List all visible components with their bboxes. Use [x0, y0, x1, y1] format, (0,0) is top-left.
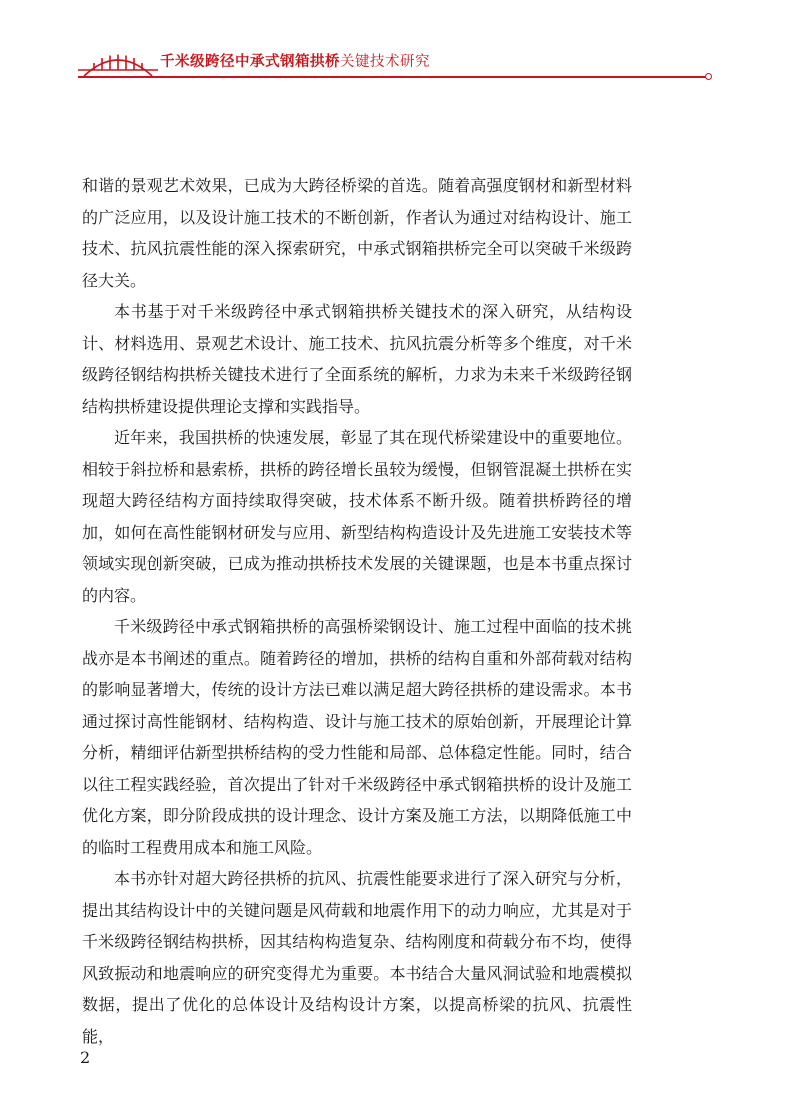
page-number: 2	[80, 1048, 91, 1067]
header-title-bold: 千米级跨径中承式钢箱拱桥	[160, 54, 340, 70]
header-title	[160, 50, 430, 71]
arch-bridge-icon	[78, 48, 158, 78]
paragraph: 本书亦针对超大跨径拱桥的抗风、抗震性能要求进行了深入研究与分析，提出其结构设计中的关键问题是风荷载和地震作用下的动力响应，尤其是对于千米级跨径钢结构拱桥，因其结构构造复杂、结构刚度和荷载分布不均，使得风致振动和地震响应的研究变得尤为重要。本书结合大量风洞试验和地震模拟数据，提出了优化的总体设计及结构设计方案，以提高桥梁的抗风、抗震性能，	[82, 869, 632, 1046]
paragraph: 本书基于对千米级跨径中承式钢箱拱桥关键技术的深入研究，从结构设计、材料选用、景观艺术设计、施工技术、抗风抗震分析等多个维度，对千米级跨径钢结构拱桥关键技术进行了全面系统的解析，力求为未来千米级跨径钢结构拱桥建设提供理论支撑和实践指导。	[82, 302, 632, 416]
paragraph: 近年来，我国拱桥的快速发展，彰显了其在现代桥梁建设中的重要地位。相较于斜拉桥和悬索桥，拱桥的跨径增长虽较为缓慢，但钢管混凝土拱桥在实现超大跨径结构方面持续取得突破，技术体系不断升级。随着拱桥跨径的增加，如何在高性能钢材研发与应用、新型结构构造设计及先进施工安装技术等领域实现创新突破，已成为推动拱桥技术发展的关键课题，也是本书重点探讨的内容。	[82, 428, 632, 605]
header-title-rest: 关键技术研究	[340, 54, 430, 70]
paragraph: 千米级跨径中承式钢箱拱桥的高强桥梁钢设计、施工过程中面临的技术挑战亦是本书阐述的重点。随着跨径的增加，拱桥的结构自重和外部荷载对结构的影响显著增大，传统的设计方法已难以满足超大跨径拱桥的建设需求。本书通过探讨高性能钢材、结构构造、设计与施工技术的原始创新，开展理论计算分析，精细评估新型拱桥结构的受力性能和局部、总体稳定性能。同时，结合以往工程实践经验，首次提出了针对千米级跨径中承式钢箱拱桥的设计及施工优化方案，即分阶段成拱的设计理念、设计方案及施工方法，以期降低施工中的临时工程费用成本和施工风险。	[82, 617, 632, 857]
running-header	[78, 48, 718, 88]
paragraph-continued: 和谐的景观艺术效果，已成为大跨径桥梁的首选。随着高强度钢材和新型材料的广泛应用，以及设计施工技术的不断创新，作者认为通过对结构设计、施工技术、抗风抗震性能的深入探索研究，中承式钢箱拱桥完全可以突破千米级跨径大关。	[82, 176, 632, 290]
header-rule	[78, 76, 706, 78]
body-text	[82, 170, 632, 1052]
header-rule-end-dot	[705, 73, 712, 80]
